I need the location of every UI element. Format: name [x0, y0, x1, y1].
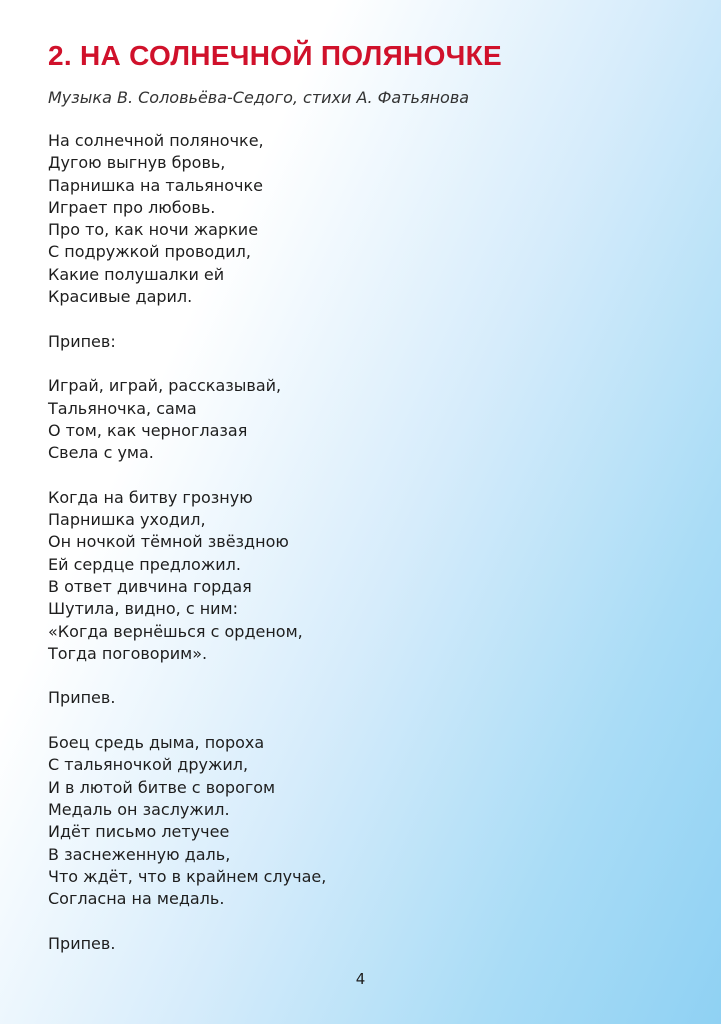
- stanza: [48, 331, 326, 353]
- lyric-line: Медаль он заслужил.: [48, 799, 230, 819]
- stanza: [48, 130, 326, 308]
- lyrics: [48, 130, 326, 955]
- page-number: 4: [355, 970, 366, 988]
- lyric-line: Он ночкой тёмной звёздною: [48, 532, 289, 552]
- lyric-line: Парнишка уходил,: [48, 510, 206, 530]
- stanza: [48, 687, 326, 709]
- lyric-line: «Когда вернёшься с орденом,: [48, 621, 303, 641]
- lyric-line: Играй, играй, рассказывай,: [48, 376, 282, 396]
- stanza: [48, 487, 326, 665]
- lyric-line: Согласна на медаль.: [48, 889, 225, 909]
- lyric-line: Тальяночка, сама: [48, 398, 197, 418]
- lyric-line: Когда на битву грозную: [48, 487, 253, 507]
- lyric-line: Припев.: [48, 933, 116, 953]
- stanza-gap: [48, 710, 326, 732]
- lyric-line: Парнишка на тальяночке: [48, 175, 264, 195]
- lyric-line: На солнечной поляночке,: [48, 131, 264, 150]
- stanza: [48, 933, 326, 955]
- lyric-line: Дугою выгнув бровь,: [48, 153, 226, 173]
- lyric-line: Какие полушалки ей: [48, 264, 225, 284]
- stanza: [48, 732, 326, 910]
- lyric-line: Играет про любовь.: [48, 197, 216, 217]
- stanza-gap: [48, 665, 326, 687]
- lyric-line: Припев.: [48, 688, 116, 708]
- song-credits: Музыка В. Соловьёва-Седого, стихи А. Фатьянова: [48, 88, 470, 107]
- lyric-line: В ответ дивчина гордая: [48, 576, 252, 596]
- song-title: 2. НА СОЛНЕЧНОЙ ПОЛЯНОЧКЕ: [48, 40, 502, 71]
- lyric-line: Красивые дарил.: [48, 287, 193, 307]
- lyric-line: С подружкой проводил,: [48, 242, 251, 262]
- stanza-gap: [48, 308, 326, 330]
- lyric-line: О том, как черноглазая: [48, 420, 248, 440]
- lyric-line: И в лютой битве с ворогом: [48, 777, 276, 797]
- stanza: [48, 375, 326, 464]
- lyric-line: С тальяночкой дружил,: [48, 755, 249, 775]
- stanza-gap: [48, 464, 326, 486]
- lyric-line: Боец средь дыма, пороха: [48, 733, 265, 753]
- stanza-gap: [48, 910, 326, 932]
- lyric-line: Ей сердце предложил.: [48, 554, 241, 574]
- lyric-line: Тогда поговорим».: [48, 643, 208, 663]
- lyric-line: В заснеженную даль,: [48, 844, 231, 864]
- stanza-gap: [48, 353, 326, 375]
- lyric-line: Про то, как ночи жаркие: [48, 220, 259, 240]
- lyric-line: Идёт письмо летучее: [48, 822, 230, 842]
- lyric-line: Шутила, видно, с ним:: [48, 599, 239, 619]
- lyric-line: Что ждёт, что в крайнем случае,: [48, 866, 327, 886]
- lyric-line: Припев:: [48, 331, 116, 351]
- lyric-line: Свела с ума.: [48, 443, 154, 463]
